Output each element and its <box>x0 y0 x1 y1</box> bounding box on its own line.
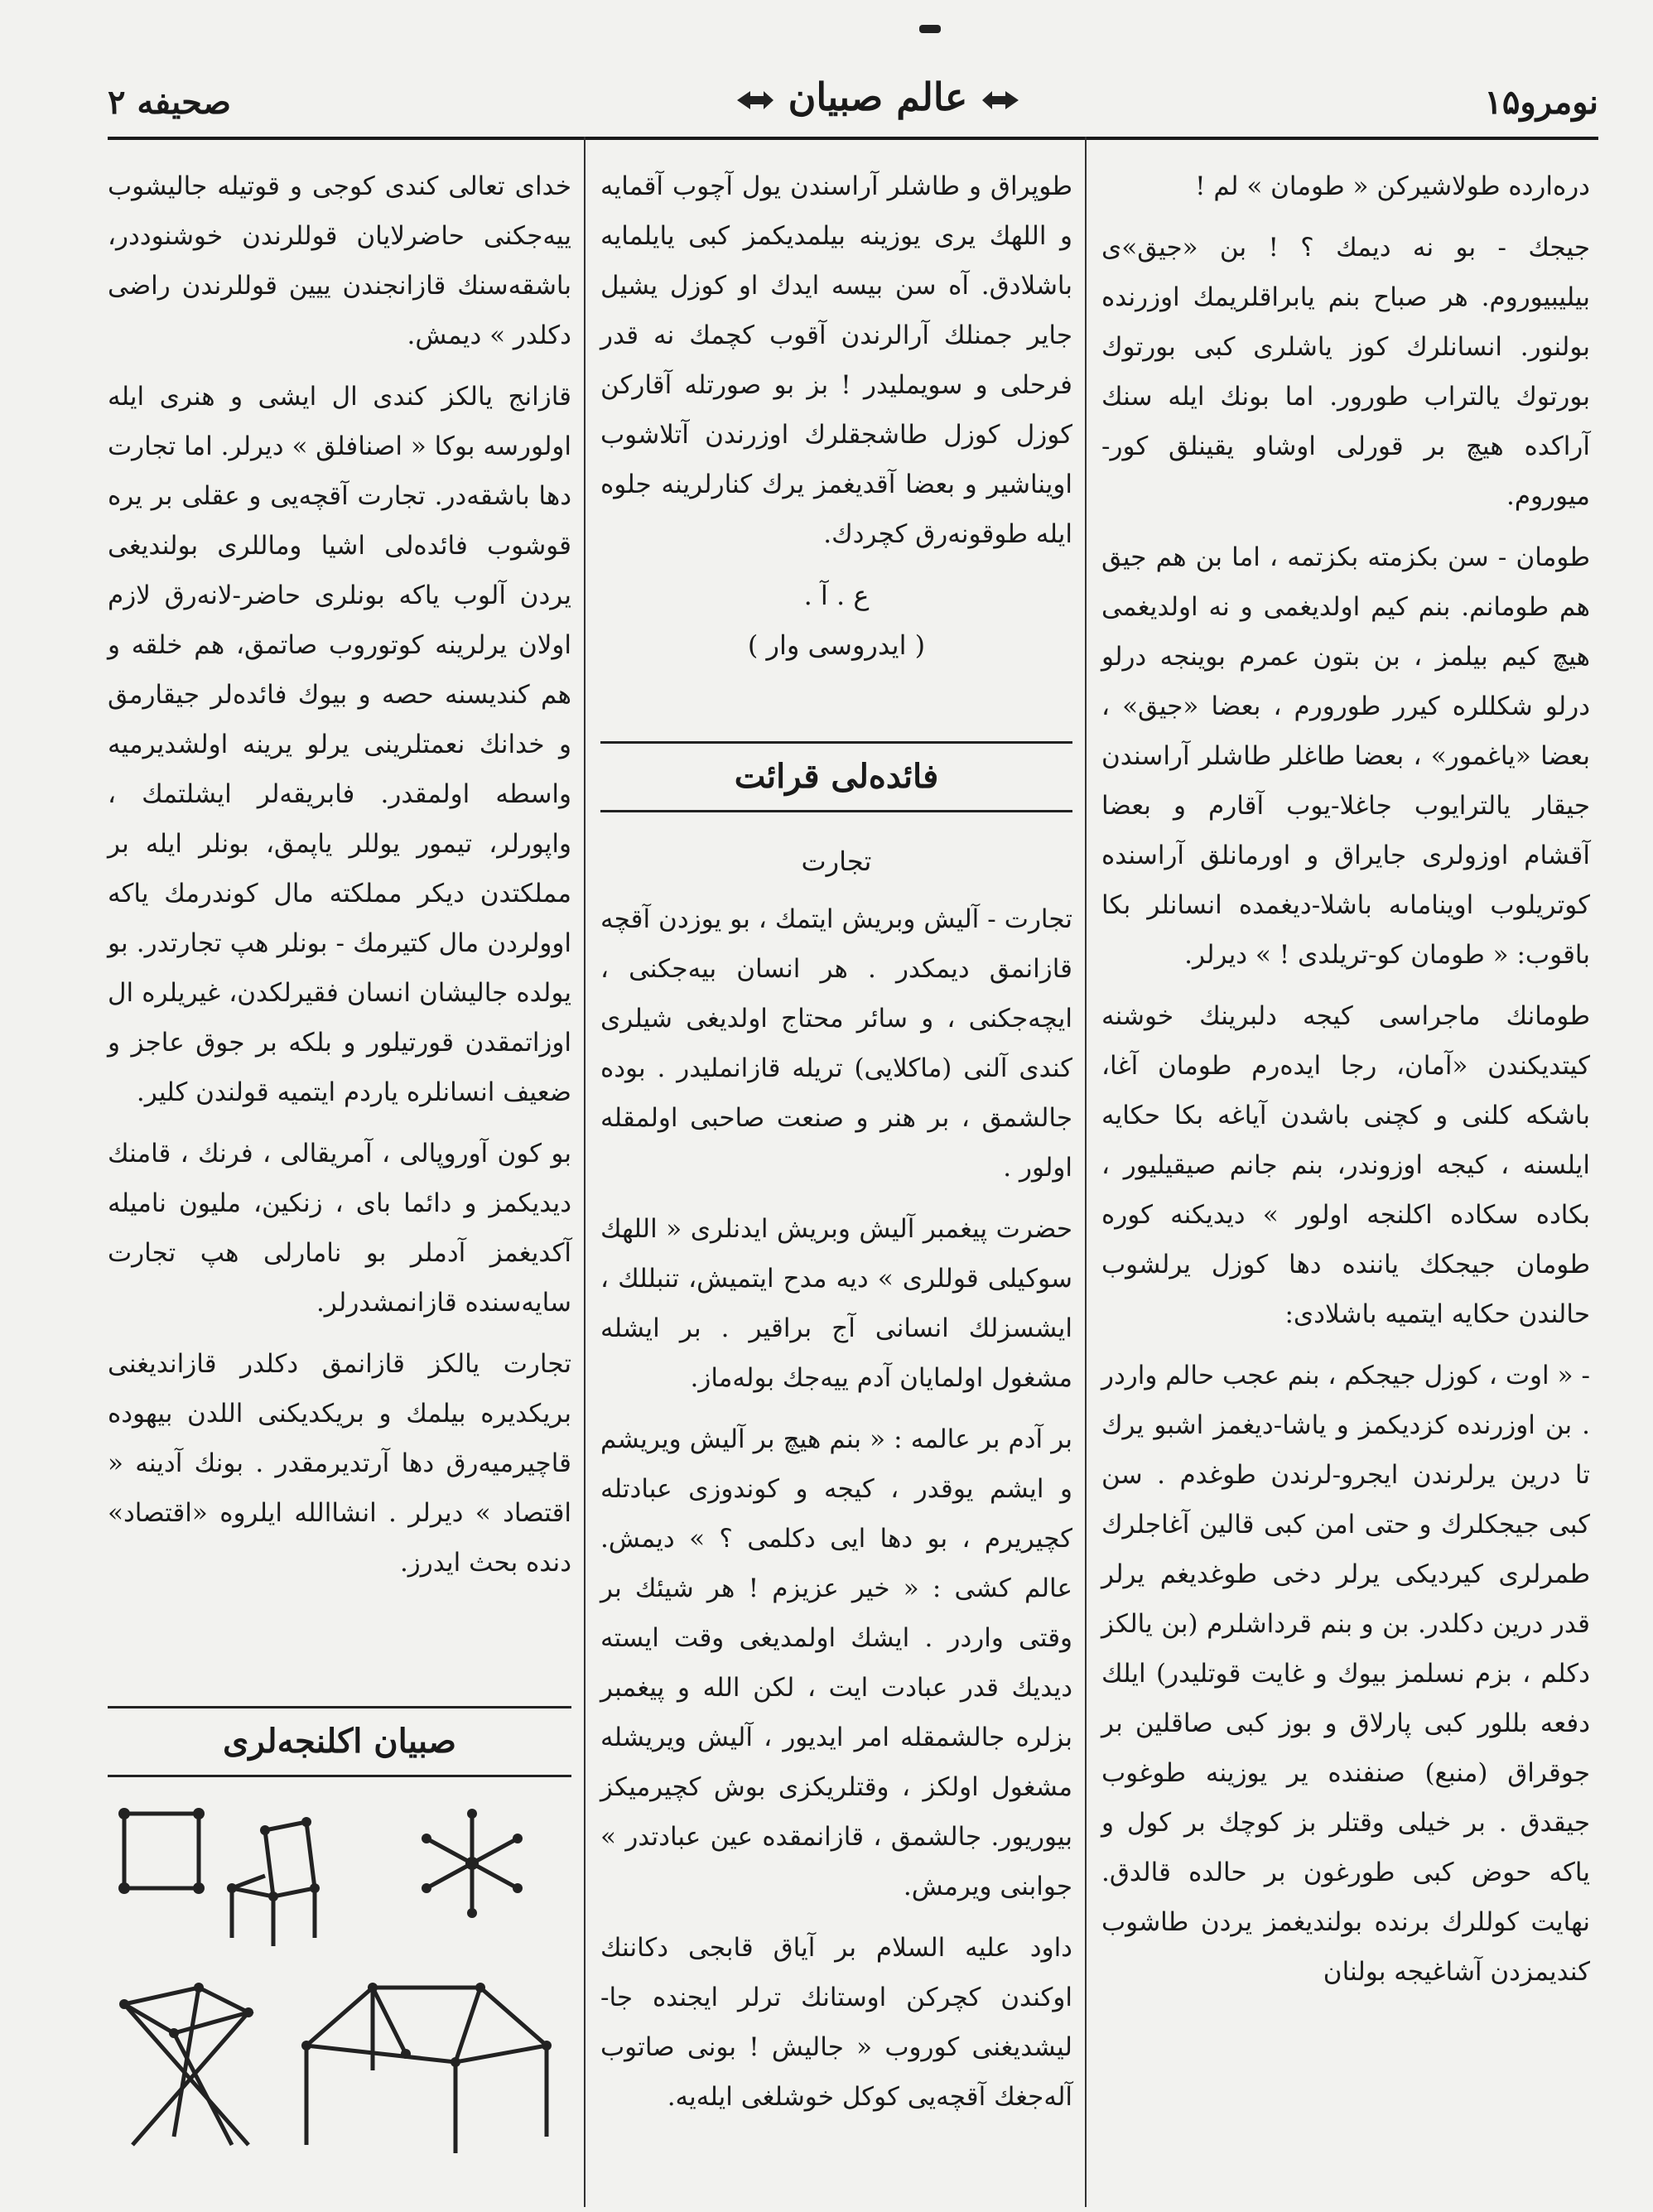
section-header-useful-reading <box>600 741 1072 812</box>
page-label: صحیفه ۲ <box>108 83 231 122</box>
paragraph: حضرت پیغمبر آلیش وبریش ایدنلری « اللهك سوکیلی قوللری » دیە مدح ایتمیش، تنبللك ، ایشسزلك انسانی آج براقیر . بر ایشلە مشغول اولمایان آدم ییەجك بولەماز. <box>600 1214 1072 1393</box>
column-right <box>1101 161 1590 2008</box>
paragraph: تجارت - آلیش وبریش ایتمك ، بو یوزدن آقچە قازانمق دیمکدر . هر انسان بیەجکنی ، ایچەجکنی ، و سائر محتاج اولدیغی شیلری کندی آلنی (ماکلایی) تریلە قازانملیدر . بودە جالشمق ، بر هنر و صنعت صاحبی اولمقلە اولور . <box>600 904 1072 1183</box>
paragraph: تجارت یالکز قازانمق دکلدر قازاندیغنی بریکدیرە بیلمك و بریکدیکنی اللدن بیهودە قاچیرمیەرق دها آرتدیرمقدر . بونك آدینە « اقتصاد » دیرلر . انشاالله ایلروە «اقتصاد» دندە بحث ایدرز. <box>108 1349 571 1578</box>
paragraph: قازانج یالکز کندی ال ایشی و هنری ایلە اولورسە بوکا « اصنافلق » دیرلر. اما تجارت دها باشقەدر. تجارت آقچەیی و عقلی بر یرە قوشوب فائدەلی اشیا وماللری بولندیغی یردن آلوب یاکە بونلری حاضر-لانەرق لازم اولان یرلرینە کوتوروب صاتمق، هم خلقە و هم کندیسنە حصە و بیوك فائدەلر جیقارمق و خدانك نعمتلرینی یرلو یرینە اولشدیرمیە واسطە اولمقدر. فابریقەلر ایشلتمك ، واپورلر، تیمور یوللر یاپمق، بونلر ایلە بر مملکتدن دیکر مملکتە مال کوندرمك یاکە اوولردن مال کتیرمك - بونلر هپ تجارتدر. بو یولدە جالیشان انسان فقیرلکدن، غیریلرە ال اوزاتمقدن قورتیلور و بلکە بر جوق عاجز و ضعیف انسانلرە یاردم ایتمیە قولندن کلیر. <box>108 382 571 1107</box>
stick-square-joints-icon <box>118 1808 205 1894</box>
paragraph: بو کون آوروپالی ، آمریقالی ، فرنك ، قامنك دیدیکمز و دائما بای ، زنکین، ملیون نامیلە آکدیغمز آدملر بو نامارلی هپ تجارت سایەسندە قازانمشدرلر. <box>108 1139 571 1318</box>
column-divider-right <box>1085 137 1087 2207</box>
author-initials: ع . آ . <box>803 580 870 611</box>
paragraph: بر آدم بر عالمە : « بنم هیچ بر آلیش ویریشم و ایشم یوقدر ، کیجە و کوندوزی عبادتلە کچیریرم ، بو دها ایی دکلمی ؟ » دیمش. عالم کشی : « خیر عزیزم ! هر شیئك بر وقتی واردر . ایشك اولمدیغی وقت ایستە دیدیك قدر عبادت ایت ، لکن اللە و پیغمبر بزلرە جالشمقلە امر ایدیور ، آلیش ویریشلە مشغول اولکز ، وقتلریکزی بوش کچیرمیکز بیوریور. جالشمق ، قازانمقدە عین عبادتدر » جوابنی ویرمش. <box>600 1424 1072 1901</box>
stick-table-icon <box>306 1988 547 2153</box>
section-header-childrens-games <box>108 1706 571 1777</box>
paragraph: طوپراق و طاشلر آراسندن یول آچوب آقمایە و اللهك یری یوزینە بیلمدیکمز کبی یایلمایە باشلادق. آە سن بیسە ایدك او کوزل یشیل جایر جمنلك آرالرندن آقوب کچمك نە قدر فرحلی و سویملیدر ! بز بو صورتلە آقارکن کوزل کوزل طاشجقلرك اوزرندن آتلاشوب اویناشیر و بعضا آقدیغمز یرك کنارلرینە جلوە ایلە طوقونەرق کچردك. <box>600 171 1072 549</box>
paragraph: طومان - سن بکزمتە بکزتمە ، اما بن هم جیق هم طومانم. بنم کیم اولدیغمی و نە اولدیغمی هیچ کیم بیلمز ، بن بتون عمرم بوینجە درلو درلو شکللرە کیرر طورورم ، بعضا «جیق» ، بعضا «یاغمور» ، بعضا طاغلر طاشلر آراسندن جیقار یالترایوب جاغلا-یوب آقارم و بعضا آقشام اوزولری جایراق و اورمانلق آراسندە کوتریلوب اویناماىە باشلا-دیغمدە انسانلر بکا باقوب: « طومان کو-تریلدی ! » دیرلر. <box>1101 542 1590 970</box>
paragraph: داود علیە السلام بر آیاق قابجی دکاننك اوکندن کچرکن اوستانك ترلر ایجندە جا-لیشدیغنی کوروب « جالیش ! بونی صاتوب آلەجغك آقچەیی کوکل خوشلغی ایلەیە. <box>600 1933 1072 2112</box>
ornament-right-icon <box>735 86 775 114</box>
column-left <box>108 161 571 1599</box>
subsection-title: تجارت <box>801 846 872 877</box>
stick-stool-icon <box>124 1988 248 2145</box>
stick-figures-illustration <box>108 1797 571 2178</box>
newspaper-title-block <box>704 75 1052 119</box>
ornament-left-icon <box>981 86 1020 114</box>
newspaper-title: عالم صبیان <box>788 75 968 119</box>
continued-note: ( ایدروسی وار ) <box>747 629 926 661</box>
section-title: فائدەلی قرائت <box>734 757 939 796</box>
paragraph: جیجك - بو نە دیمك ؟ ! بن «جیق»ی بیلیبیوروم. هر صباح بنم یابراقلریمك اوزرندە بولنور. انسانلرك کوز یاشلری کبی بورتوك بورتوك یالتراب طورور. اما بونك ایلە سنك آراکدە هیچ بر قورلی اوشاو یقینلق کور-میوروم. <box>1101 233 1590 511</box>
section-title: صبیان اکلنجەلری <box>223 1722 456 1761</box>
ink-mark <box>919 25 941 33</box>
column-middle <box>600 161 1072 670</box>
column-divider-left <box>584 137 586 2207</box>
column-middle-article <box>600 828 1072 2133</box>
paragraph: - « اوت ، کوزل جیجکم ، بنم عجب حالم واردر . بن اوزرندە کزدیکمز و یاشا-دیغمز اشبو یرك تا درین یرلرندن ایجرو-لرندن طوغدم . سن کبی جیجکلرك و حتی امن کبی قالین آغاجلرك طمرلری کیردیکی یرلر دخی طوغدیغم یرلر قدر درین دکلدر. بن و بنم قرداشلرم (بن یالکز دکلم ، بزم نسلمز بیوك و غایت قوتلیدر) ایلك دفعە بللور کبی پارلاق و بوز کبی صاقلین بر جوقراق (منبع) صنفندە یر یوزینە طوغوب جیقدق . بر خیلی وقتلر بز کوچك بر کول و یاکە حوض کبی طورغون بر حالدە قالدق. نهایت کوللرك برندە بولندیغمز یردن طاشوب کندیمزدن آشاغیجە بولنان <box>1101 1361 1590 1987</box>
paragraph: طومانك ماجراسی کیجە دلبرینك خوشنە کیتدیکندن «آمان، رجا ایدەرم طومان آغا، باشکە کلنی و کچنی باشدن آیاغە بکا حکایە ایلسنە ، کیجە اوزوندر، بنم جانم صیقیلیور ، بکاده سکاده اکلنجە اولور » دیدیکنە کورە طومان جیجکك یانندە دها کوزل یرلشوب حالندن حکایە ایتمیە باشلادی: <box>1101 1001 1590 1329</box>
stick-table-joints-icon <box>301 1983 552 2067</box>
stick-chair-icon <box>232 1822 315 1946</box>
paragraph: درەاردە طولاشیرکن « طومان » لم ! <box>1195 171 1590 201</box>
stick-square-icon <box>124 1814 199 1888</box>
header-rule <box>108 137 1598 140</box>
paragraph: خدای تعالی کندی کوجی و قوتیلە جالیشوب ییەجکنی حاضرلایان قوللرندن خوشنوددر، باشقەسنك قازانجندن ییین قوللرندن راضی دکلدر » دیمش. <box>108 171 571 350</box>
issue-number: نومرو۱۵ <box>1484 83 1598 122</box>
